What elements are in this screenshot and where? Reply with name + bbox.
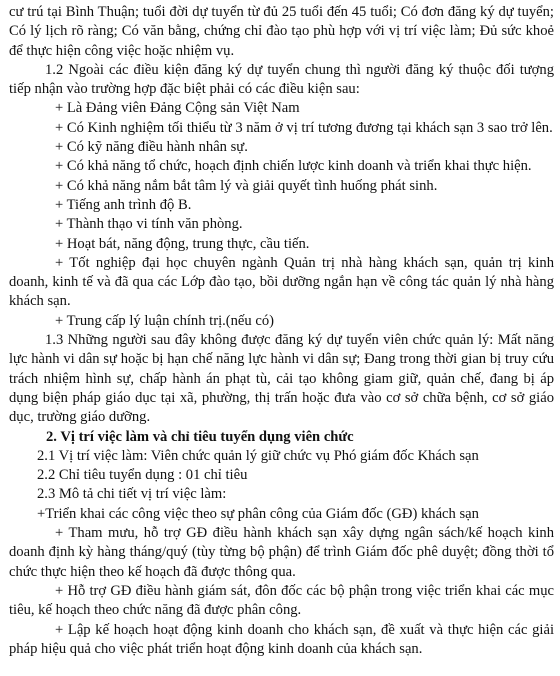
bullet-hr-skill: + Có kỹ năng điều hành nhân sự. [55,139,248,156]
section-heading-2: 2. Vị trí việc làm và chỉ tiêu tuyển dụng viên chức [46,428,354,445]
bullet-psychology: + Có khả năng nắm bắt tâm lý và giải quyết tình huống phát sinh. [55,177,438,194]
bullet-party-member: + Là Đảng viên Đảng Cộng sản Việt Nam [55,100,300,117]
paragraph-eligibility-general: cư trú tại Bình Thuận; tuổi đời dự tuyển từ đủ 25 tuổi đến 45 tuổi; Có đơn đăng ký dự tuyển; Có lý lịch rõ ràng; Có văn bằng, chứng chỉ đào tạo phù hợp với vị trí việc làm; Đủ sức khoẻ để thực hiện công việc hoặc nhiệm vụ. [9,4,554,59]
duty-supervise: + Hỗ trợ GĐ điều hành giám sát, đôn đốc các bộ phận trong việc triển khai các mục tiêu, kế hoạch theo chức năng đã được phân công. [9,582,554,619]
bullet-attitude: + Hoạt bát, năng động, trung thực, cầu tiến. [55,235,310,252]
duty-implement: +Triển khai các công việc theo sự phân công của Giám đốc (GĐ) khách sạn [37,505,479,522]
paragraph-1-3-exclusions: 1.3 Những người sau đây không được đăng ký dự tuyển viên chức quản lý: Mất năng lực hành vi dân sự hoặc bị hạn chế năng lực hành vi dân sự; Đang trong thời gian bị truy cứu trách nhiệm hình sự, chấp hành án phạt tù, cải tạo không giam giữ, quản chế, đang bị áp dụng biện pháp giáo dục tại xã, phường, thị trấn hoặc đưa vào cơ sở chữa bệnh, cơ sở giáo dục, trường giáo dưỡng. [9,332,554,426]
duty-business-plan: + Lập kế hoạch hoạt động kinh doanh cho khách sạn, đề xuất và thực hiện các giải pháp hiệu quả cho việc phát triển hoạt động kinh doanh của khách sạn. [9,621,554,657]
item-2-1-position: 2.1 Vị trí việc làm: Viên chức quản lý giữ chức vụ Phó giám đốc Khách sạn [37,447,479,464]
item-2-2-quota: 2.2 Chỉ tiêu tuyển dụng : 01 chỉ tiêu [37,467,248,484]
bullet-degree: + Tốt nghiệp đại học chuyên ngành Quản trị nhà hàng khách sạn, quản trị kinh doanh, kinh tế và đã qua các Lớp đào tạo, bồi dưỡng ngắn hạn về công tác quản lý nhà hàng khách sạn. [9,254,554,310]
bullet-english: + Tiếng anh trình độ B. [55,196,192,213]
bullet-experience: + Có Kinh nghiệm tối thiểu từ 3 năm ở vị trí tương đương tại khách sạn 3 sao trở lên. [55,119,553,136]
bullet-office-it: + Thành thạo vi tính văn phòng. [55,216,243,233]
item-2-3-description: 2.3 Mô tả chi tiết vị trí việc làm: [37,486,227,503]
bullet-political-theory: + Trung cấp lý luận chính trị.(nếu có) [55,312,274,329]
paragraph-1-2-intro: 1.2 Ngoài các điều kiện đăng ký dự tuyển chung thì người đăng ký thuộc đối tượng tiếp nhận vào trường hợp đặc biệt phải có các điều kiện sau: [9,61,554,98]
bullet-strategy: + Có khả năng tổ chức, hoạch định chiến lược kinh doanh và triển khai thực hiện. [55,158,532,175]
duty-budget: + Tham mưu, hỗ trợ GĐ điều hành khách sạn xây dựng ngân sách/kế hoạch kinh doanh định kỳ hàng tháng/quý (tùy từng bộ phận) để trình Giám đốc phê duyệt; đồng thời tổ chức thực hiện theo kế hoạch đã được thông qua. [9,525,554,580]
